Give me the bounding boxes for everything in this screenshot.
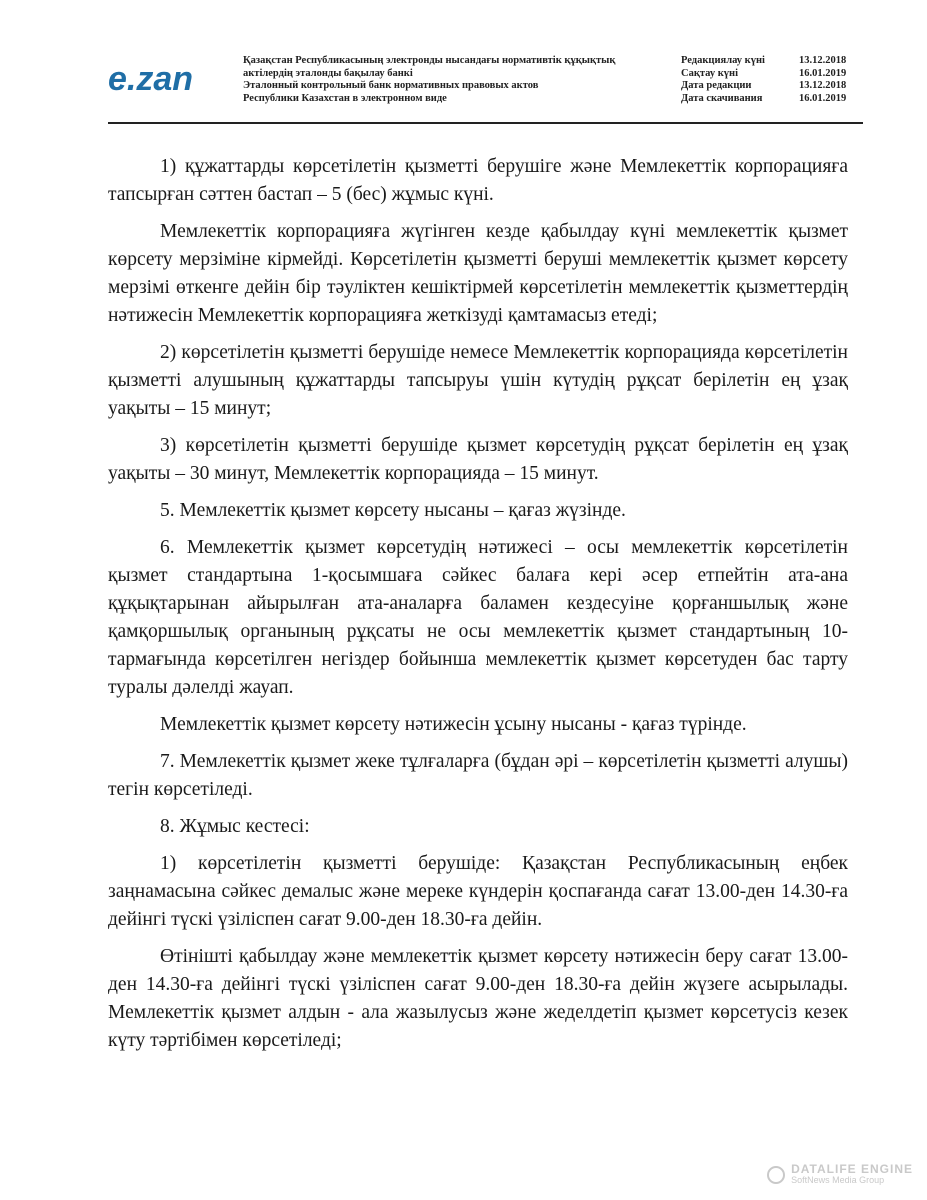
meta-value: 16.01.2019 [799,92,847,104]
paragraph: 3) көрсетілетін қызметті берушіде қызмет көрсетудің рұқсат берілетін ең ұзақ уақыты – 30 минут, Мемлекеттік корпорацияда – 15 минут. [108,435,848,484]
paragraph: 6. Мемлекеттік қызмет көрсетудің нәтижесі – осы мемлекеттік көрсетілетін қызмет стандартына 1-қосымшаға сәйкес балаға кері әсер етпейтін ата-ана құқықтарынан айырылған ата-аналарға баламен кездесуіне қорғаншылық және қамқоршылық органының рұқсаты не осы мемлекеттік қызмет стандартының 10-тармағында көрсетілген негіздер бойынша мемлекеттік қызмет көрсетуден бас тарту туралы дәлелді жауап. [108,537,848,698]
datalife-watermark [767,1164,913,1186]
org-line: актілердің эталонды бақылау банкі [243,67,413,79]
meta-label: Дата скачивания [681,92,763,104]
ezan-logo: e.zan [108,60,194,98]
paragraph: Мемлекеттік корпорацияға жүгінген кезде қабылдау күні мемлекеттік қызмет көрсету мерзіміне кірмейді. Көрсетілетін қызметті беруші мемлекеттік қызмет көрсету мерзімі өткенге дейін бір тәуліктен кешіктірмей көрсетілетін мемлекеттік қызметтердің нәтижесін Мемлекеттік корпорацияға жеткізуді қамтамасыз етеді; [108,221,848,326]
org-line: Қазақстан Республикасының электронды нысандағы нормативтік құқықтық [243,55,616,66]
document-header [108,50,863,122]
meta-label: Сақтау күні [681,67,739,79]
paragraph: 5. Мемлекеттік қызмет көрсету нысаны – қағаз жүзінде. [160,500,626,521]
paragraph: 1) құжаттарды көрсетілетін қызметті берушіге және Мемлекеттік корпорацияға тапсырған сәттен бастап – 5 (бес) жұмыс күні. [108,156,848,205]
paragraph: Өтінішті қабылдау және мемлекеттік қызмет көрсету нәтижесін беру сағат 13.00-ден 14.30-ға дейінгі түскі үзіліспен сағат 9.00-ден 18.30-ға дейін жүзеге асырылады. Мемлекеттік қызмет алдын - ала жазылусыз және жеделдетіп қызмет көрсетусіз кезек күту тәртібімен көрсетіледі; [108,946,848,1051]
meta-row-edit-date-kz [681,55,866,68]
org-line: Республики Казахстан в электронном виде [243,92,447,104]
meta-value: 13.12.2018 [799,80,847,91]
paragraph: Мемлекеттік қызмет көрсету нәтижесін ұсыну нысаны - қағаз түрінде. [160,714,747,735]
meta-value: 16.01.2019 [799,67,847,79]
meta-value: 13.12.2018 [799,55,847,66]
datalife-logo-icon [767,1166,785,1184]
meta-row-save-date-kz [681,68,866,81]
watermark-sub: SoftNews Media Group [791,1175,885,1185]
header-divider [108,122,863,124]
paragraph: 2) көрсетілетін қызметті берушіде немесе Мемлекеттік корпорацияда көрсетілетін қызметті алушының құжаттарды тапсыруы үшін күтудің рұқсат берілетін ең ұзақ уақыты – 15 минут; [108,342,848,419]
meta-label: Редакциялау күні [681,55,765,66]
paragraph: 8. Жұмыс кестесі: [160,816,310,837]
watermark-text [791,1164,913,1186]
meta-row-edit-date-ru [681,80,866,93]
header-organization [243,55,663,105]
paragraph: 7. Мемлекеттік қызмет жеке тұлғаларға (бұдан әрі – көрсетілетін қызметті алушы) тегін көрсетіледі. [108,751,848,800]
document-body [108,153,848,1064]
meta-row-download-date-ru [681,93,866,106]
meta-label: Дата редакции [681,80,752,91]
header-dates [681,55,866,105]
paragraph: 1) көрсетілетін қызметті берушіде: Қазақстан Республикасының еңбек заңнамасына сәйкес демалыс және мереке күндерін қоспағанда сағат 13.00-ден 14.30-ға дейінгі түскі үзіліспен сағат 9.00-ден 18.30-ға дейін. [108,853,848,930]
watermark-main: DATALIFE ENGINE [791,1162,913,1176]
org-line: Эталонный контрольный банк нормативных правовых актов [243,80,539,91]
